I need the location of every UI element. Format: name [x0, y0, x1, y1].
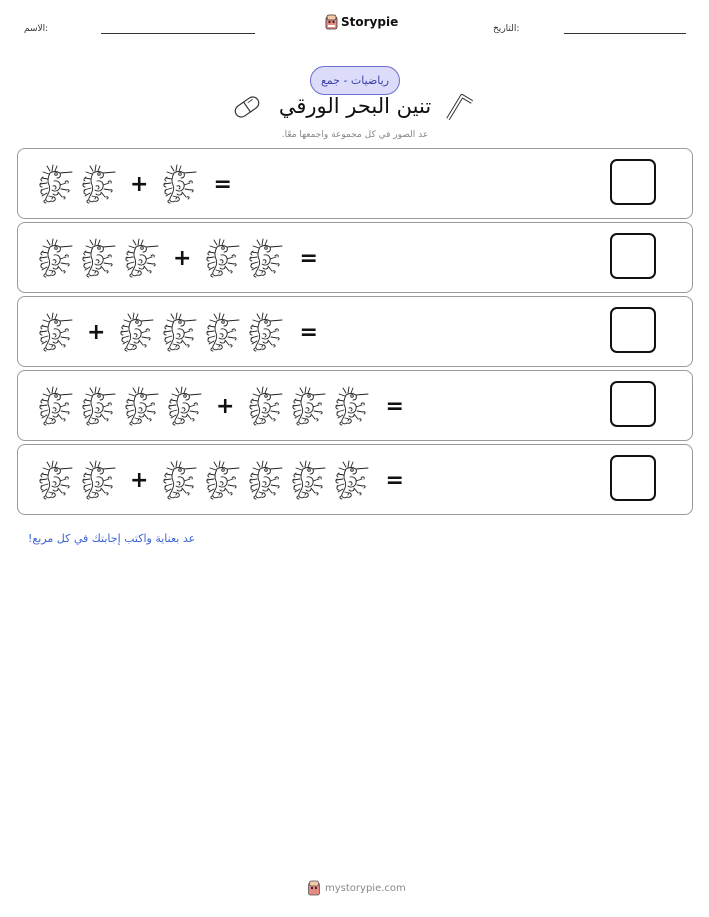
sea-dragon-icon [246, 385, 286, 429]
sea-dragon-icon [36, 459, 76, 503]
problem-row [17, 222, 693, 293]
footer-note: عد بعناية واكتب إجابتك في كل مربع! [28, 532, 196, 545]
equals-sign: = [213, 172, 232, 197]
sea-dragon-icon [117, 311, 157, 355]
sea-dragon-icon [332, 459, 372, 503]
equals-sign: = [385, 468, 404, 493]
sea-dragon-icon [246, 311, 286, 355]
sea-dragon-icon [36, 163, 76, 207]
sea-dragon-icon [289, 385, 329, 429]
sea-dragon-icon [246, 459, 286, 503]
pill-icon [232, 94, 262, 120]
worksheet-instructions: عد الصور في كل مجموعة واجمعها معًا. [281, 130, 429, 140]
date-line [564, 33, 686, 34]
footer [307, 880, 406, 896]
worksheet-header [0, 12, 709, 42]
worksheet-title: تنين البحر الورقي [278, 94, 432, 118]
sea-dragon-icon [79, 163, 119, 207]
problem-row [17, 148, 693, 219]
problem-expression [36, 149, 244, 220]
answer-box[interactable] [610, 233, 656, 279]
sea-dragon-icon [332, 385, 372, 429]
plus-sign: + [130, 468, 149, 493]
answer-box[interactable] [610, 307, 656, 353]
problem-expression [36, 371, 416, 442]
sea-dragon-icon [160, 163, 200, 207]
sea-dragon-icon [289, 459, 329, 503]
storypie-logo [325, 14, 398, 30]
answer-box[interactable] [610, 159, 656, 205]
equals-sign: = [299, 246, 318, 271]
name-line [101, 33, 255, 34]
plus-sign: + [173, 246, 192, 271]
footer-url: mystorypie.com [325, 882, 406, 894]
equals-sign: = [299, 320, 318, 345]
name-label: الاسم: [24, 24, 49, 34]
sea-dragon-icon [36, 311, 76, 355]
plus-sign: + [130, 172, 149, 197]
sea-dragon-icon [160, 459, 200, 503]
problem-row [17, 444, 693, 515]
sea-dragon-icon [203, 237, 243, 281]
sea-dragon-icon [122, 385, 162, 429]
sea-dragon-icon [160, 311, 200, 355]
problem-row [17, 370, 693, 441]
category-badge: رياضيات - جمع [310, 66, 400, 95]
sea-dragon-icon [79, 237, 119, 281]
storypie-mascot-icon [325, 14, 338, 30]
problem-expression [36, 445, 416, 516]
equals-sign: = [385, 394, 404, 419]
sea-dragon-icon [36, 385, 76, 429]
date-label: التاريخ: [493, 24, 520, 34]
sea-dragon-icon [79, 459, 119, 503]
problem-row [17, 296, 693, 367]
sea-dragon-icon [79, 385, 119, 429]
answer-box[interactable] [610, 455, 656, 501]
problem-expression [36, 223, 330, 294]
sea-dragon-icon [36, 237, 76, 281]
problem-expression [36, 297, 330, 368]
sea-dragon-icon [203, 311, 243, 355]
plus-sign: + [87, 320, 106, 345]
answer-box[interactable] [610, 381, 656, 427]
sea-dragon-icon [165, 385, 205, 429]
sea-dragon-icon [246, 237, 286, 281]
sea-dragon-icon [122, 237, 162, 281]
brand-name: Storypie [341, 15, 399, 29]
straw-icon [444, 91, 474, 121]
sea-dragon-icon [203, 459, 243, 503]
plus-sign: + [216, 394, 235, 419]
storypie-mascot-icon [307, 880, 321, 896]
